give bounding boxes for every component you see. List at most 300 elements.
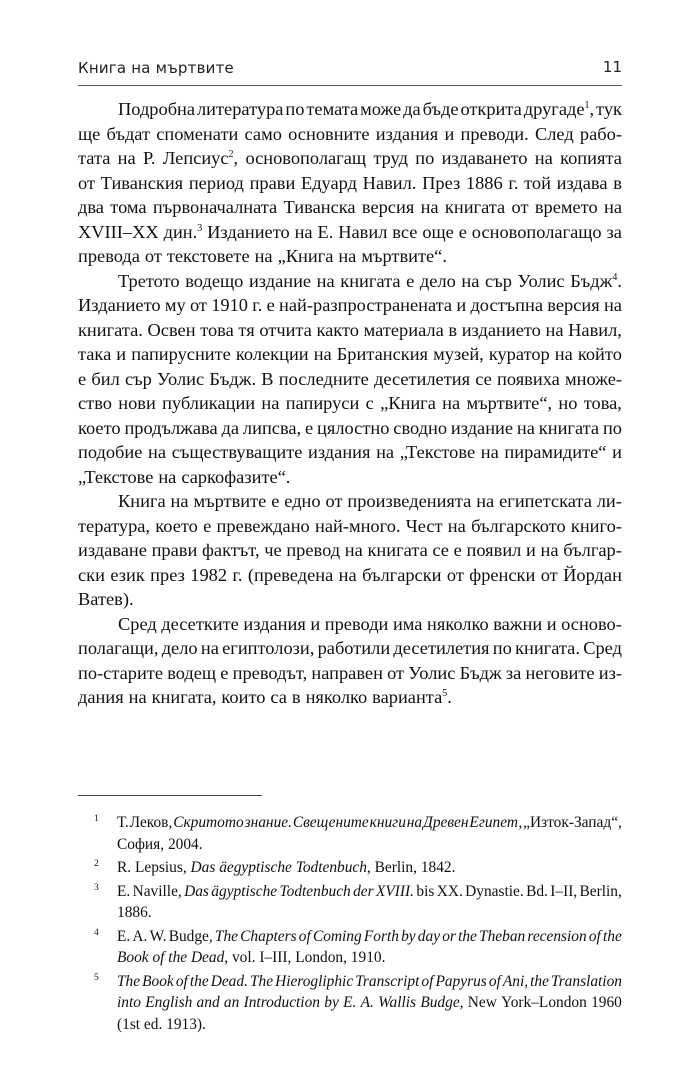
word: г. xyxy=(508,172,519,193)
footnote-word xyxy=(421,971,433,993)
footnote-word xyxy=(245,812,292,834)
word: книгата. xyxy=(78,319,143,340)
word: по-старите xyxy=(78,662,163,683)
word: издания xyxy=(375,123,439,144)
main-text xyxy=(78,97,622,710)
footnote-word xyxy=(133,881,182,903)
italic-word: на xyxy=(406,814,423,831)
word: на xyxy=(447,515,466,536)
footnote-line xyxy=(117,902,622,924)
text-line xyxy=(78,636,622,661)
word: Р. xyxy=(142,148,156,168)
italic-word: Budge xyxy=(420,994,460,1011)
word: което xyxy=(155,515,198,536)
text-line xyxy=(78,489,622,514)
text-line xyxy=(78,244,622,269)
word: на xyxy=(344,540,363,560)
word: българското xyxy=(471,515,566,536)
word: в xyxy=(613,172,622,193)
word: 1982 xyxy=(190,564,228,585)
word: Чест xyxy=(405,515,443,536)
word: е xyxy=(203,515,212,536)
word: мъртвите“, xyxy=(466,393,553,413)
word: A. xyxy=(132,927,148,945)
word: на xyxy=(338,564,357,585)
footnote-word xyxy=(364,926,399,948)
italic-word: Египет, xyxy=(469,814,523,831)
word: „Текстове xyxy=(78,466,154,487)
word: Третото xyxy=(118,270,180,291)
italic-word: The xyxy=(249,972,274,990)
footnote-segment: , Berlin, 1842. xyxy=(366,859,456,876)
text-line xyxy=(78,440,622,465)
word: в xyxy=(291,687,301,707)
footnote-word xyxy=(437,881,463,903)
word: е xyxy=(458,221,467,242)
footnote-text xyxy=(117,881,622,924)
word: няколко xyxy=(427,613,489,634)
text-line xyxy=(78,538,622,563)
word: неговите xyxy=(525,662,595,683)
word: дин.$^3$ xyxy=(163,221,203,242)
footnote-word xyxy=(489,971,501,993)
word: и xyxy=(444,123,455,144)
footnote-word xyxy=(401,926,416,948)
italic-word: ägyptische xyxy=(211,882,278,900)
word: мъртвите“. xyxy=(361,246,447,266)
italic-word: recension xyxy=(527,927,587,945)
word: Книга xyxy=(118,491,166,511)
word: най-много. xyxy=(314,515,401,536)
word: на xyxy=(603,295,622,315)
italic-word: Dead. xyxy=(210,972,248,990)
word: подобие xyxy=(78,442,143,462)
italic-word: Transcript xyxy=(355,972,420,990)
text-line xyxy=(78,661,622,686)
word: полагащи, xyxy=(78,638,159,658)
footnote-word xyxy=(150,926,167,948)
word: открита xyxy=(460,99,522,119)
word: тома xyxy=(110,197,147,217)
footnote-word xyxy=(169,926,213,948)
footnote-word xyxy=(173,812,243,834)
footnote-number: 2 xyxy=(94,859,99,869)
footnote-text xyxy=(117,971,622,1036)
word: В xyxy=(261,368,274,389)
italic-word: Das xyxy=(184,882,209,900)
word: тя xyxy=(238,319,255,340)
italic-word: Todtenbuch xyxy=(279,882,351,900)
word: Budge, xyxy=(168,927,213,945)
text-line xyxy=(78,293,622,318)
footnote-word xyxy=(250,971,273,993)
italic-word: книги xyxy=(369,814,406,831)
word: Навил, xyxy=(568,319,622,340)
word: така xyxy=(78,344,112,364)
word: още xyxy=(422,221,454,242)
word: Едуард xyxy=(300,172,357,193)
word: , xyxy=(459,994,464,1011)
italic-word: The xyxy=(117,972,141,990)
word: на xyxy=(128,687,147,707)
italic-word: the xyxy=(603,927,622,945)
italic-word: XVIII. xyxy=(376,882,415,900)
word: превода xyxy=(78,246,140,266)
word: тата xyxy=(78,148,111,168)
word: е xyxy=(78,368,87,389)
word: папируси xyxy=(285,393,360,413)
italic-word: der xyxy=(353,882,374,900)
word: и xyxy=(526,540,536,560)
word: по xyxy=(285,99,305,119)
italic-word: of xyxy=(421,972,434,990)
word: на xyxy=(420,197,439,217)
italic-word: by xyxy=(324,994,339,1011)
word: г. xyxy=(252,295,263,315)
word: с xyxy=(365,393,374,413)
word: на xyxy=(117,148,136,168)
italic-word: Скритото xyxy=(173,814,244,831)
footnote-line xyxy=(117,992,622,1014)
footnote-word xyxy=(279,881,350,903)
word: му xyxy=(164,295,186,315)
footnote-word xyxy=(343,992,356,1014)
word: преводът, xyxy=(232,662,308,683)
word: на xyxy=(554,344,573,364)
word: от xyxy=(446,564,464,585)
word: издания xyxy=(243,613,306,634)
footnote-text xyxy=(117,812,622,855)
footnote-ref: 5 xyxy=(442,688,448,699)
footnote-number: 4 xyxy=(94,927,99,938)
word: книгата xyxy=(444,197,506,217)
footnote-divider xyxy=(78,795,262,796)
footnote-word xyxy=(293,812,369,834)
italic-word: Coming xyxy=(312,927,362,945)
italic-word: Древен xyxy=(423,814,469,831)
footnote-word xyxy=(469,812,522,834)
word: египтолози, xyxy=(222,638,315,658)
footnote-line xyxy=(117,947,622,969)
word: на xyxy=(313,344,332,364)
word: и xyxy=(612,442,622,462)
word: 1910 xyxy=(211,295,248,315)
word: Т. xyxy=(117,814,129,831)
italic-word: Translation xyxy=(550,972,622,990)
footnote-word xyxy=(580,881,622,903)
word: XX. xyxy=(436,882,463,900)
italic-word: into xyxy=(117,994,141,1011)
footnote-word xyxy=(211,971,248,993)
word: се xyxy=(432,540,449,560)
word: bis xyxy=(416,882,435,900)
word: работили xyxy=(317,638,391,658)
word: на xyxy=(442,393,461,413)
word: на xyxy=(603,197,622,217)
italic-word: day xyxy=(417,927,441,945)
italic-word: Introduction xyxy=(243,994,320,1011)
word: мъртвите xyxy=(193,491,267,511)
word: на xyxy=(261,393,280,413)
footnote-word xyxy=(468,992,497,1014)
footnote-ref: 2 xyxy=(228,149,234,160)
footnote-text xyxy=(117,857,622,879)
word: (преведена xyxy=(247,564,334,585)
word: от xyxy=(189,295,207,315)
word: прави xyxy=(249,172,296,193)
word: което xyxy=(78,417,121,438)
footnote-line xyxy=(117,971,622,993)
word: копията xyxy=(560,148,622,168)
footnote-word xyxy=(435,971,486,993)
word: Бъдж xyxy=(459,662,502,683)
word: Уолис xyxy=(408,662,456,683)
word: „Изток-Запад“, xyxy=(523,814,622,831)
word: език xyxy=(110,564,145,585)
word: по xyxy=(602,417,622,438)
word: През xyxy=(422,172,461,193)
italic-title: Book of the Dead xyxy=(117,949,225,966)
text-line xyxy=(78,195,622,220)
word: преводи xyxy=(324,613,389,634)
italic-word: Theban xyxy=(479,927,526,945)
footnote-segment: 1886. xyxy=(117,904,152,921)
word: Британския xyxy=(336,344,429,364)
paragraph xyxy=(78,612,622,710)
word: важни xyxy=(493,613,543,634)
footnote-word xyxy=(530,971,549,993)
word: Бъдж$^4$. xyxy=(570,270,622,291)
word: едно xyxy=(284,491,321,511)
word: от xyxy=(387,662,405,683)
word: издава xyxy=(556,172,608,193)
word: Бъдж. xyxy=(209,368,257,389)
word: от xyxy=(144,246,162,266)
footnote-word xyxy=(527,926,586,948)
word: издание xyxy=(450,417,514,438)
word: бъде xyxy=(422,99,459,119)
word: египетската xyxy=(499,491,592,511)
word: само xyxy=(244,123,282,144)
text-line xyxy=(78,612,622,637)
text-line xyxy=(78,318,622,343)
footnote-word xyxy=(197,992,220,1014)
word: че xyxy=(264,540,282,560)
word: за xyxy=(505,662,522,683)
word: Dynastie. xyxy=(465,882,524,900)
word: произведенията xyxy=(347,491,472,511)
footnote-word xyxy=(211,881,277,903)
word: Лепсиус$^2$, xyxy=(162,148,239,168)
word: има xyxy=(392,613,423,634)
word: тература, xyxy=(78,515,151,536)
word: другаде$^1$, xyxy=(523,99,595,119)
text-line xyxy=(78,416,622,441)
footnote-word xyxy=(442,926,456,948)
footnote-word xyxy=(145,992,192,1014)
word: New xyxy=(467,994,497,1011)
italic-word: of xyxy=(175,972,188,990)
word: десетилетия xyxy=(373,368,471,389)
footnote-word xyxy=(420,992,463,1014)
word: сър xyxy=(485,270,512,291)
italic-word: the xyxy=(458,927,477,945)
word: които xyxy=(221,687,266,707)
word: е xyxy=(406,270,415,291)
italic-word: Book xyxy=(142,972,174,990)
word: прави xyxy=(151,540,198,560)
word: ще xyxy=(78,123,101,144)
word: Тиванска xyxy=(283,197,356,217)
word: и xyxy=(310,613,321,634)
word: книгата xyxy=(538,417,600,438)
footnote-word xyxy=(117,992,141,1014)
word: на xyxy=(376,442,395,462)
word: Ватев). xyxy=(78,589,134,609)
footnote-word xyxy=(117,971,140,993)
italic-word: the xyxy=(530,972,549,990)
word: през xyxy=(150,564,185,585)
word: от xyxy=(540,564,558,585)
italic-word: Ani, xyxy=(502,972,529,990)
word: книгата xyxy=(340,270,401,291)
word: от xyxy=(78,172,95,193)
text-line xyxy=(78,220,622,245)
word: на xyxy=(516,417,535,438)
word: съществуващите xyxy=(171,442,303,462)
footnote-word xyxy=(275,971,353,993)
italic-word: Свещените xyxy=(292,814,369,831)
word: „Книга xyxy=(380,393,436,413)
word: фактът, xyxy=(201,540,260,560)
word: достъпна xyxy=(470,295,544,315)
word: E. xyxy=(117,882,131,900)
word: на xyxy=(540,540,559,560)
word: колекции xyxy=(235,344,309,364)
text-line xyxy=(78,171,622,196)
footnote-word xyxy=(551,971,622,993)
word: издание xyxy=(248,270,312,291)
word: появил xyxy=(466,540,522,560)
footnote-word xyxy=(184,881,209,903)
word: изданието xyxy=(461,319,541,340)
word: дело xyxy=(161,638,198,658)
word: са xyxy=(270,687,287,707)
italic-word: Hierogliphic xyxy=(275,972,354,990)
word: Изданието xyxy=(78,295,161,315)
italic-word: Papyrus xyxy=(435,972,487,990)
word: преводи. xyxy=(460,123,529,144)
word: книгата xyxy=(367,540,428,560)
word: но xyxy=(558,393,578,413)
footnote-word xyxy=(130,812,173,834)
word: Naville, xyxy=(132,882,182,900)
word: е xyxy=(266,295,275,315)
word: на xyxy=(338,246,357,266)
word: той xyxy=(524,172,551,193)
word: материала xyxy=(363,319,444,340)
word: папирусните xyxy=(131,344,231,364)
text-line xyxy=(78,367,622,392)
italic-word: Chapters xyxy=(240,927,297,945)
text-line xyxy=(78,391,622,416)
word: „Книга xyxy=(277,246,334,266)
word: Йордан xyxy=(563,564,622,585)
text-line xyxy=(78,514,622,539)
word: превеждано xyxy=(216,515,310,536)
footnote-word xyxy=(423,812,468,834)
footnote-word xyxy=(501,992,587,1014)
paragraph xyxy=(78,97,622,269)
footnote-word xyxy=(132,926,147,948)
word: продължава xyxy=(124,417,218,438)
word: последните xyxy=(278,368,369,389)
footnote-word xyxy=(418,926,440,948)
word: от xyxy=(325,491,343,511)
word: Освен xyxy=(147,319,196,340)
footnote-ref: 1 xyxy=(584,100,590,111)
word: пирамидите“ xyxy=(504,442,607,462)
paragraph xyxy=(78,489,622,612)
word: темата xyxy=(306,99,359,119)
word: Навил. xyxy=(362,172,417,193)
word: направен xyxy=(311,662,383,683)
footnote-word xyxy=(465,881,524,903)
word: на xyxy=(200,638,219,658)
word: XVIII–XX xyxy=(78,221,159,242)
text-line xyxy=(78,342,622,367)
word: дания xyxy=(78,687,124,707)
word: тук xyxy=(596,99,622,119)
word: След xyxy=(534,123,574,144)
word: книгата, xyxy=(151,687,217,707)
footnote-word xyxy=(244,992,320,1014)
word: първоначалната xyxy=(152,197,278,217)
word: да xyxy=(221,417,240,438)
word: Уолис xyxy=(157,368,205,389)
italic-word: A. xyxy=(360,994,374,1011)
footnote-word xyxy=(591,992,622,1014)
word: цялостно xyxy=(317,417,390,438)
italic-word: English xyxy=(145,994,193,1011)
footnote-line xyxy=(117,1014,622,1036)
text-line xyxy=(78,465,622,490)
word: книгата. xyxy=(515,638,580,658)
footnote-number: 1 xyxy=(94,814,99,824)
italic-word: E. xyxy=(343,994,357,1011)
word: на xyxy=(476,491,495,511)
word: Сред xyxy=(583,638,622,658)
word: основополагащ xyxy=(245,148,367,168)
word: период xyxy=(188,172,244,193)
word: Уолис xyxy=(517,270,565,291)
word: сводно xyxy=(393,417,448,438)
footnote-word xyxy=(416,881,434,903)
word: да xyxy=(403,99,421,119)
footnote-word xyxy=(324,992,339,1014)
word: е xyxy=(220,662,229,683)
word: I–II, xyxy=(550,882,578,900)
word: превод xyxy=(286,540,341,560)
word: на xyxy=(480,442,499,462)
word: и xyxy=(546,613,557,634)
word: по xyxy=(415,148,435,168)
footnote-line xyxy=(117,834,622,856)
footnote-line xyxy=(117,857,622,879)
footnote-word xyxy=(117,881,130,903)
word: музей, xyxy=(433,344,484,364)
footnote-word xyxy=(378,992,416,1014)
